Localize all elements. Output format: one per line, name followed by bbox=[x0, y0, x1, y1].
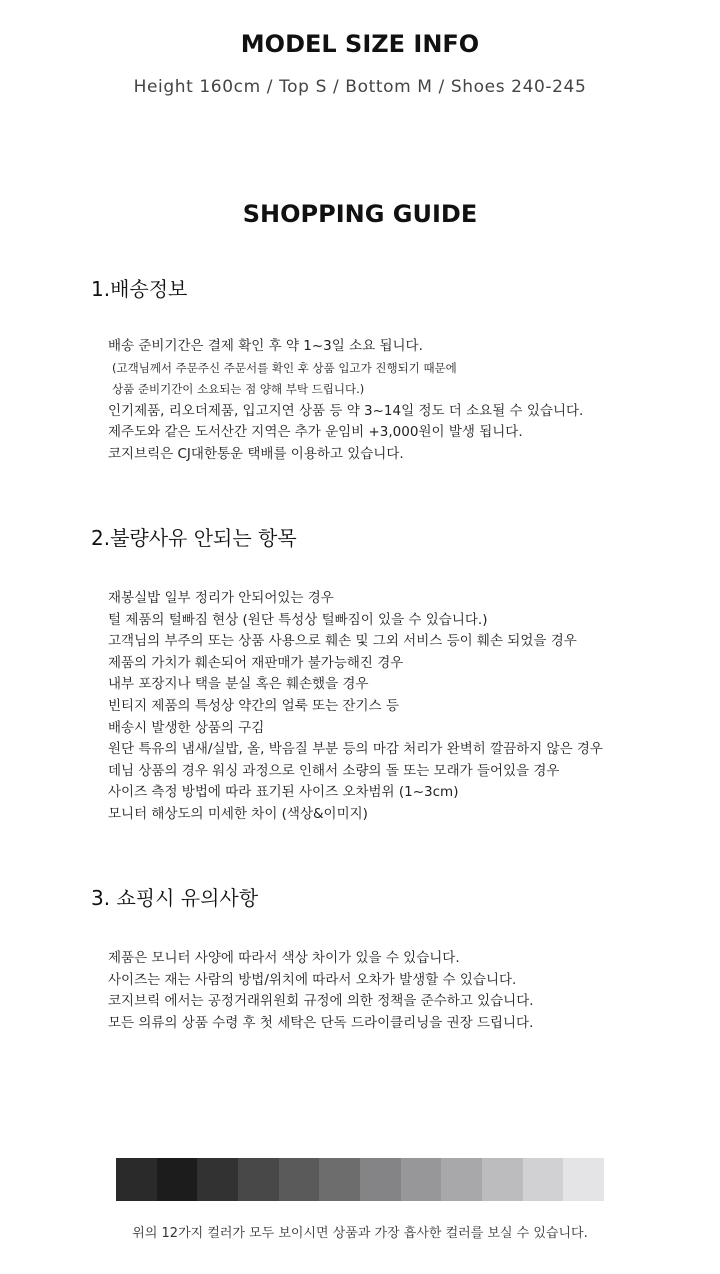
color-swatch-1 bbox=[116, 1158, 157, 1201]
list-item: (고객님께서 주문주신 주문서를 확인 후 상품 입고가 진행되기 때문에 bbox=[112, 360, 457, 375]
color-swatch-8 bbox=[401, 1158, 442, 1201]
list-item: 재봉실밥 일부 정리가 안되어있는 경우 bbox=[108, 590, 334, 606]
list-item: 모든 의류의 상품 수령 후 첫 세탁은 단독 드라이클리닝을 권장 드립니다. bbox=[108, 1014, 534, 1031]
color-swatch-6 bbox=[319, 1158, 360, 1201]
section-heading-shipping: 1.배송정보 bbox=[91, 277, 188, 301]
list-item: 데님 상품의 경우 워싱 과정으로 인해서 소량의 돌 또는 모래가 들어있을 경우 bbox=[108, 762, 560, 779]
monitor-color-scale bbox=[116, 1158, 604, 1201]
list-item: 제품의 가치가 훼손되어 재판매가 불가능해진 경우 bbox=[108, 654, 404, 671]
color-swatch-12 bbox=[563, 1158, 604, 1201]
shipping-info-list bbox=[108, 336, 583, 466]
color-scale-caption: 위의 12가지 컬러가 모두 보이시면 상품과 가장 흡사한 컬러를 보실 수 있습니다. bbox=[132, 1226, 588, 1241]
list-item: 모니터 해상도의 미세한 차이 (색상&이미지) bbox=[108, 805, 368, 822]
color-swatch-2 bbox=[157, 1158, 198, 1201]
color-swatch-9 bbox=[441, 1158, 482, 1201]
list-item: 털 제품의 털빠짐 현상 (원단 특성상 털빠짐이 있을 수 있습니다.) bbox=[108, 611, 488, 628]
color-swatch-5 bbox=[279, 1158, 320, 1201]
shopping-guide-title: SHOPPING GUIDE bbox=[242, 200, 478, 228]
model-size-title: MODEL SIZE INFO bbox=[240, 30, 480, 58]
list-item: 빈티지 제품의 특성상 약간의 얼룩 또는 잔기스 등 bbox=[108, 697, 399, 714]
non-defect-list bbox=[108, 588, 603, 826]
shopping-notes-list bbox=[108, 948, 534, 1034]
list-item: 고객님의 부주의 또는 상품 사용으로 훼손 및 그외 서비스 등이 훼손 되었을 경우 bbox=[108, 633, 577, 650]
color-swatch-11 bbox=[523, 1158, 564, 1201]
list-item: 코지브릭 에서는 공정거래위원회 규정에 의한 정책을 준수하고 있습니다. bbox=[108, 993, 534, 1010]
list-item: 배송 준비기간은 결제 확인 후 약 1~3일 소요 됩니다. bbox=[108, 338, 423, 354]
list-item: 사이즈는 재는 사람의 방법/위치에 따라서 오차가 발생할 수 있습니다. bbox=[108, 971, 517, 988]
color-swatch-3 bbox=[197, 1158, 238, 1201]
section-heading-shopping-notes: 3. 쇼핑시 유의사항 bbox=[91, 886, 259, 910]
list-item: 코지브릭은 CJ대한통운 택배를 이용하고 있습니다. bbox=[108, 445, 404, 462]
color-swatch-4 bbox=[238, 1158, 279, 1201]
section-heading-non-defect: 2.불량사유 안되는 항목 bbox=[91, 526, 297, 550]
list-item: 인기제품, 리오더제품, 입고지연 상품 등 약 3~14일 정도 더 소요될 수 있습니다. bbox=[108, 402, 584, 419]
color-swatch-10 bbox=[482, 1158, 523, 1201]
list-item: 배송시 발생한 상품의 구김 bbox=[108, 719, 265, 736]
color-swatch-7 bbox=[360, 1158, 401, 1201]
list-item: 원단 특유의 냄새/실밥, 올, 박음질 부분 등의 마감 처리가 완벽히 깔끔하지 않은 경우 bbox=[108, 741, 603, 758]
list-item: 내부 포장지나 택을 분실 혹은 훼손했을 경우 bbox=[108, 676, 369, 693]
list-item: 사이즈 측정 방법에 따라 표기된 사이즈 오차범위 (1~3cm) bbox=[108, 784, 459, 801]
list-item: 제주도와 같은 도서산간 지역은 추가 운임비 +3,000원이 발생 됩니다. bbox=[108, 424, 523, 441]
list-item: 제품은 모니터 사양에 따라서 색상 차이가 있을 수 있습니다. bbox=[108, 950, 460, 966]
model-size-info: Height 160cm / Top S / Bottom M / Shoes 240-245 bbox=[133, 77, 587, 97]
list-item: 상품 준비기간이 소요되는 점 양해 부탁 드립니다.) bbox=[112, 382, 365, 397]
